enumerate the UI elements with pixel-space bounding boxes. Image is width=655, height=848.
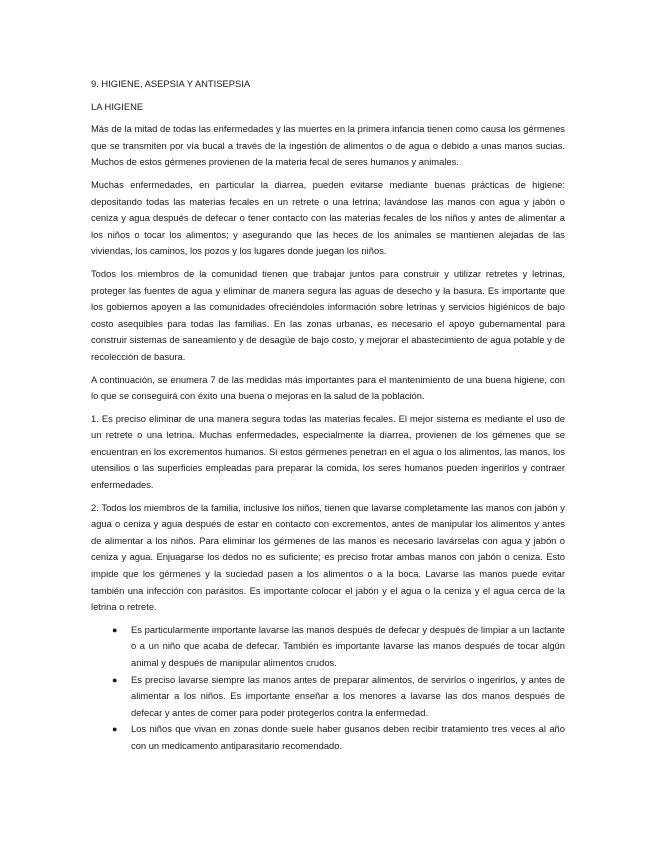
list-item bbox=[112, 721, 565, 754]
paragraph-community: Todos los miembros de la comunidad tienen que trabajar juntos para construir y utilizar retretes y letrinas, proteger las fuentes de agua y eliminar de manera segura las aguas de desecho y la basura. Es importante que los gobiernos apoyen a las comunidades ofreciéndoles información sobre letrinas y servicios higiénicos de bajo costo asequibles para todas las familias. En las zonas urbanas, es necesario el apoyo gubernamental para construir sistemas de saneamiento y de desagüe de bajo costo, y mejorar el abastecimiento de agua potable y de recolección de basura. bbox=[91, 267, 565, 362]
paragraph-measure-2: 2. Todos los miembros de la familia, inclusive los niños, tienen que lavarse completamente las manos con jabón y agua o ceniza y agua después de estar en contacto con excrementos, antes de manipular los alimentos y antes de alimentar a los niños. Para eliminar los gérmenes de las manos es necesario lavárselas con agua y jabón o ceniza y agua. Enjuagarse los dedos no es suficiente; es preciso frotar ambas manos con jabón o ceniza. Esto impide que los gérmenes y la suciedad pasen a los alimentos o a la boca. Lavarse las manos puede evitar también una infección con parásitos. Es importante colocar el jabón y el agua o la ceniza y el agua cerca de la letrina o retrete. bbox=[91, 501, 565, 613]
bullet-icon: ● bbox=[112, 724, 118, 735]
list-item bbox=[112, 672, 565, 722]
bullet-icon: ● bbox=[112, 624, 118, 635]
document-page bbox=[91, 76, 565, 755]
list-item-text: Los niños que vivan en zonas donde suele haber gusanos deben recibir tratamiento tres veces al año con un medicamento antiparasitario recomendado. bbox=[131, 723, 565, 751]
subsection-title: LA HIGIENE bbox=[91, 100, 144, 112]
paragraph-intro: Más de la mitad de todas las enfermedades y las muertes en la primera infancia tienen como causa los gérmenes que se transmiten por vía bucal a través de la ingestión de alimentos o de agua o debido a unas manos sucias. Muchos de estos gérmenes provienen de la materia fecal de seres humanos y animales. bbox=[91, 123, 565, 168]
paragraph-measure-1: 1. Es preciso eliminar de una manera segura todas las materias fecales. El mejor sistema es mediante el uso de un retrete o una letrina. Muchas enfermedades, especialmente la diarrea, provienen de los gémenes que se encuentran en los excrementos humanos. Si estos gérmenes penetran en el agua o los alimentos, las manos, los utensilios o las superficies empleadas para preparar la comida, los seres humanos pueden ingerirlos y contraer enfermedades. bbox=[91, 412, 565, 491]
list-item-text: Es particularmente importante lavarse las manos después de defecar y después de limpiar a un lactante o a un niño que acaba de defecar. También es importante lavarse las manos después de tocar algún animal y después de manipular alimentos crudos. bbox=[131, 623, 565, 668]
paragraph-measures-intro: A continuación, se enumera 7 de las medidas más importantes para el mantenimiento de una buena higiene, con lo que se conseguirá con éxito una buena o mejoras en la salud de la población. bbox=[91, 373, 565, 402]
list-item-text: Es preciso lavarse siempre las manos antes de preparar alimentos, de servirlos o ingerirlos, y antes de alimentar a los niños. Es importante enseñar a los menores a lavarse las dos manos después de defecar y antes de comer para poder protegerlos contra la enfermedad. bbox=[131, 673, 565, 718]
paragraph-diseases: Muchas enfermedades, en particular la diarrea, pueden evitarse mediante buenas prácticas de higiene: depositando todas las materias fecales en un retrete o una letrina; lavándose las manos con agua y jabón o ceniza y agua después de defecar o tener contacto con las materias fecales de los niños y antes de alimentar a los niños o tocar los alimentos; y asegurando que las heces de los animales se mantienen alejadas de las viviendas, los caminos, los pozos y los lugares donde juegan los niños. bbox=[91, 178, 565, 257]
bullet-list bbox=[91, 622, 565, 755]
section-title: 9. HIGIENE, ASEPSIA Y ANTISEPSIA bbox=[91, 78, 251, 89]
list-item bbox=[112, 622, 565, 672]
bullet-icon: ● bbox=[112, 674, 118, 685]
